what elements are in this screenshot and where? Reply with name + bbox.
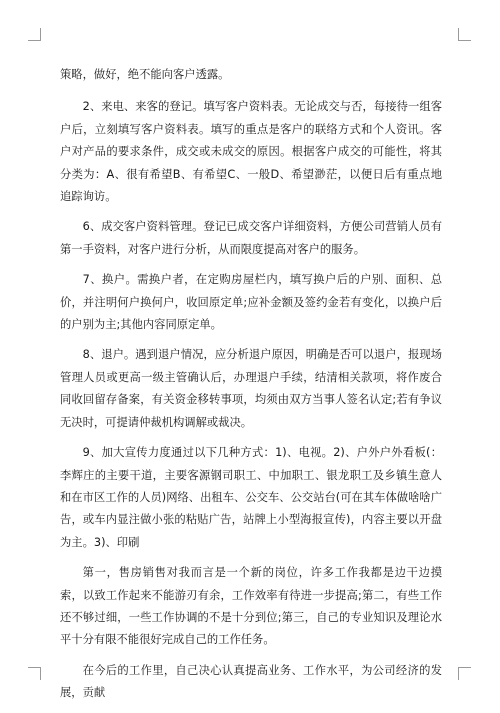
crop-mark-bottom-left [28,667,41,680]
crop-mark-top-right [458,28,471,41]
paragraph-strategy: 策略，做好，绝不能向客户透露。 [60,68,230,81]
paragraph-self-review: 第一，售房销售对我而言是一个新的岗位，许多工作我都是边干边摸索，以致工作起来不能游刃有余，工作效率有待进一步提高;第二，有些工作还不够过细，一些工作协调的不是十分到位;第三，自己的专业知识及理论水平十分有限不能很好完成自己的工作任务。 [60,566,442,647]
paragraph-unit-exchange: 7、换户。需换户者，在定购房屋栏内，填写换户后的户别、面积、总价，并注明何户换何户，收回原定单;应补金额及签约金若有变化，以换户后的户别为主;其他内容同原定单。 [60,273,442,332]
paragraph-client-records: 6、成交客户资料管理。登记已成交客户详细资料，方便公司营销人员有第一手资料，对客户进行分析，从而限度提高对客户的服务。 [60,220,442,256]
crop-mark-top-left [28,28,41,41]
document-body [60,64,442,713]
paragraph-refund: 8、退户。遇到退户情况，应分析退户原因，明确是否可以退户，报现场管理人员或更高一级主管确认后，办理退户手续，结清相关款项，将作废合同收回留存备案，有关资金移转事项，均须由双方当事人签名认定;若有争议无决时，可提请仲裁机构调解或裁决。 [60,348,442,429]
paragraph-promotion: 9、加大宣传力度通过以下几种方式：1)、电视。2)、户外户外看板(：李辉庄的主要干道，主要客源钢司职工、中加职工、银龙职工及乡镇生意人和在市区工作的人员)网络、出租车、公交车、公交站台(可在其车体做啥啥广告，或车内显注做小张的粘贴广告，站牌上小型海报宣传)，内容主要以开盘为主。3)、印刷 [60,446,442,549]
crop-mark-bottom-right [458,667,471,680]
paragraph-visitor-registration: 2、来电、来客的登记。填写客户资料表。无论成交与否，每接待一组客户后，立刻填写客户资料表。填写的重点是客户的联络方式和个人资讯。客户对产品的要求条件，成交或未成交的原因。根据客户成交的可能性，将其分类为：A、很有希望B、有希望C、一般D、希望渺茫，以便日后有重点地追踪询访。 [60,100,442,204]
paragraph-future-work: 在今后的工作里，自己决心认真提高业务、工作水平，为公司经济的发展，贡献 [60,663,442,700]
